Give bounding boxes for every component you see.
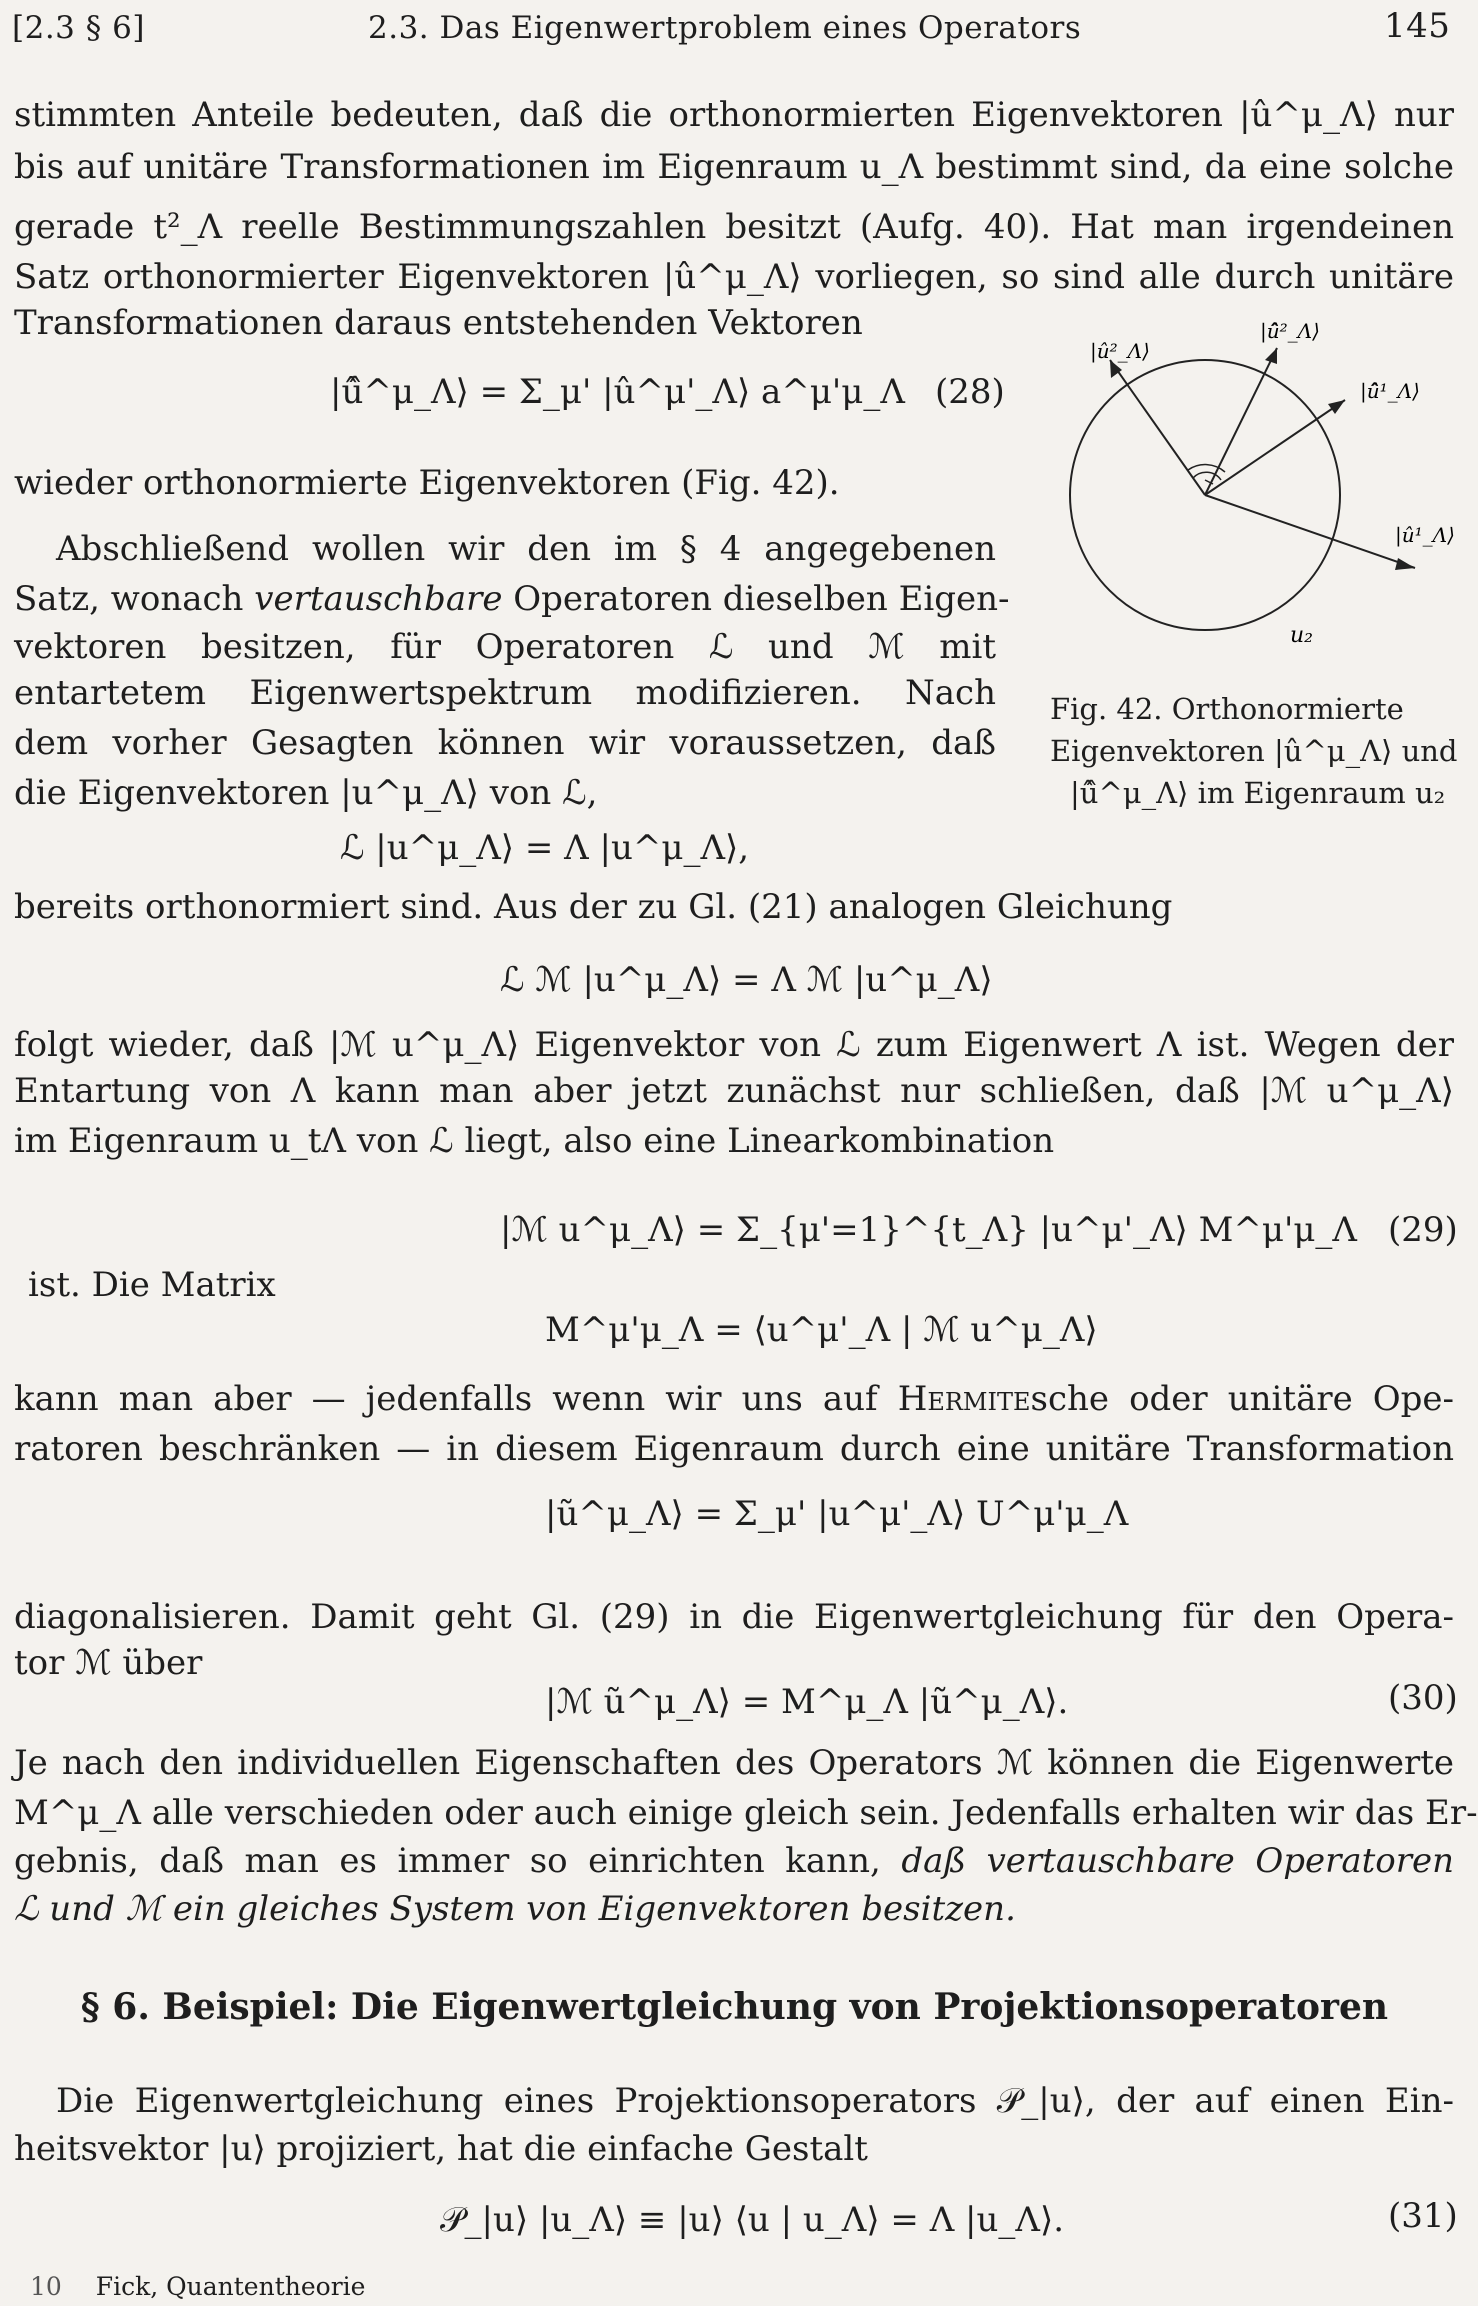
vector-u1-dhat [1205, 400, 1345, 495]
text-line [14, 1376, 1454, 1422]
equation-number: (28) [935, 372, 1005, 412]
text-line: die Eigenvektoren |u^μ_Λ⟩ von ℒ, [14, 773, 598, 813]
text-line: bereits orthonormiert sind. Aus der zu Gl. (21) analogen Gleichung [14, 887, 1173, 927]
vector-u2-dhat [1205, 348, 1277, 495]
text-line: heitsvektor |u⟩ projiziert, hat die einfache Gestalt [14, 2129, 868, 2169]
arrowhead [1328, 400, 1345, 414]
equation-30: |ℳ ũ^μ_Λ⟩ = M^μ_Λ |ũ^μ_Λ⟩. [545, 1682, 1069, 1722]
emphasis-text: ℒ und ℳ ein gleiches System von Eigenvektoren besitzen. [14, 1889, 1016, 1929]
equation-28: |û̂^μ_Λ⟩ = Σ_μ' |û^μ'_Λ⟩ a^μ'μ_Λ [330, 372, 905, 412]
text-line: dem vorher Gesagten können wir voraussetzen, daß [14, 723, 996, 763]
header-page-number: 145 [1384, 6, 1451, 46]
emphasis-text: daß vertauschbare Operatoren [901, 1841, 1455, 1881]
text-fragment: Satz, wonach [14, 579, 244, 619]
text-line: diagonalisieren. Damit geht Gl. (29) in die Eigenwertgleichung für den Opera- [14, 1597, 1454, 1637]
footer-page-number: 10 [30, 2272, 62, 2301]
text-fragment: gebnis, daß man es immer so einrichten kann, [14, 1841, 881, 1881]
arrowhead [1265, 348, 1277, 364]
text-line: bis auf unitäre Transformationen im Eigenraum u_Λ bestimmt sind, da eine solche [14, 147, 1454, 187]
equation-29: |ℳ u^μ_Λ⟩ = Σ_{μ'=1}^{t_Λ} |u^μ'_Λ⟩ M^μ'μ_Λ [500, 1210, 1357, 1250]
arrowhead [1395, 558, 1415, 570]
equation-L: ℒ |u^μ_Λ⟩ = Λ |u^μ_Λ⟩, [340, 828, 750, 868]
text-fragment: Operatoren dieselben Eigen- [513, 579, 1010, 619]
text-line: vektoren besitzen, für Operatoren ℒ und ℳ mit [14, 627, 996, 667]
text-line: stimmten Anteile bedeuten, daß die orthonormierten Eigenvektoren |û^μ_Λ⟩ nur [14, 95, 1454, 135]
emphasis-text: vertauschbare [254, 579, 503, 619]
text-line [14, 576, 1010, 622]
equation-U: |ũ^μ_Λ⟩ = Σ_μ' |u^μ'_Λ⟩ U^μ'μ_Λ [545, 1494, 1129, 1534]
text-line: folgt wieder, daß |ℳ u^μ_Λ⟩ Eigenvektor von ℒ zum Eigenwert Λ ist. Wegen der [14, 1025, 1455, 1065]
text-line: Entartung von Λ kann man aber jetzt zunächst nur schließen, daß |ℳ u^μ_Λ⟩ [14, 1071, 1454, 1111]
label-u2-hat: |û²_Λ⟩ [1090, 339, 1150, 363]
header-section: [2.3 § 6] [12, 10, 145, 46]
text-line: ratoren beschränken — in diesem Eigenraum durch eine unitäre Transformation [14, 1429, 1454, 1469]
text-line [14, 1886, 1016, 1932]
text-line: M^μ_Λ alle verschieden oder auch einige gleich sein. Jedenfalls erhalten wir das Er- [14, 1793, 1478, 1833]
label-u2-dhat: |û̂²_Λ⟩ [1260, 319, 1320, 343]
text-line: tor ℳ über [14, 1643, 203, 1683]
figure-42 [1045, 320, 1465, 700]
equation-number: (31) [1388, 2196, 1458, 2236]
label-u1-dhat: |û̂¹_Λ⟩ [1360, 379, 1420, 403]
text-line: im Eigenraum u_tΛ von ℒ liegt, also eine Linearkombination [14, 1121, 1055, 1161]
text-line: Transformationen daraus entstehenden Vektoren [14, 303, 863, 343]
equation-M: M^μ'μ_Λ = ⟨u^μ'_Λ | ℳ u^μ_Λ⟩ [545, 1310, 1098, 1350]
footer-text: Fick, Quantentheorie [95, 2272, 366, 2301]
text-line: entartetem Eigenwertspektrum modifizieren. Nach [14, 673, 996, 713]
equation-LM: ℒ ℳ |u^μ_Λ⟩ = Λ ℳ |u^μ_Λ⟩ [500, 960, 993, 1000]
figure-caption-line: Fig. 42. Orthonormierte [1050, 692, 1404, 726]
text-line: gerade t²_Λ reelle Bestimmungszahlen besitzt (Aufg. 40). Hat man irgendeinen [14, 207, 1454, 247]
text-line: wieder orthonormierte Eigenvektoren (Fig. 42). [14, 463, 840, 503]
text-fragment: sche oder unitäre Ope- [1030, 1379, 1455, 1419]
figure-diagram [1045, 319, 1465, 648]
figure-caption-line: Eigenvektoren |û^μ_Λ⟩ und [1050, 734, 1458, 768]
label-u1-hat: |û¹_Λ⟩ [1395, 523, 1455, 547]
text-fragment: kann man aber — jedenfalls wenn wir uns auf [14, 1379, 878, 1419]
text-line: Je nach den individuellen Eigenschaften des Operators ℳ können die Eigenwerte [14, 1743, 1454, 1783]
angle-arc [1193, 472, 1221, 480]
figure-caption-line: |û̂^μ_Λ⟩ im Eigenraum u₂ [1070, 776, 1446, 810]
text-line [14, 1838, 1454, 1884]
header-title: 2.3. Das Eigenwertproblem eines Operators [368, 10, 1082, 46]
text-line: Die Eigenwertgleichung eines Projektionsoperators 𝒫_|u⟩, der auf einen Ein- [56, 2081, 1454, 2121]
name-smallcaps: Hermite [897, 1379, 1031, 1419]
text-line: Abschließend wollen wir den im § 4 angegebenen [56, 529, 996, 569]
vector-u1-hat [1205, 495, 1415, 568]
text-line: ist. Die Matrix [28, 1265, 276, 1305]
label-eigenspace: u₂ [1290, 623, 1313, 648]
vector-u2-hat [1110, 360, 1205, 495]
section-heading: § 6. Beispiel: Die Eigenwertgleichung von Projektionsoperatoren [80, 1986, 1389, 2028]
equation-31: 𝒫_|u⟩ |u_Λ⟩ ≡ |u⟩ ⟨u | u_Λ⟩ = Λ |u_Λ⟩. [440, 2200, 1065, 2240]
equation-number: (29) [1388, 1210, 1458, 1250]
equation-number: (30) [1388, 1678, 1458, 1718]
page-footer [30, 2272, 365, 2301]
text-line: Satz orthonormierter Eigenvektoren |û^μ_Λ⟩ vorliegen, so sind alle durch unitäre [14, 257, 1454, 297]
